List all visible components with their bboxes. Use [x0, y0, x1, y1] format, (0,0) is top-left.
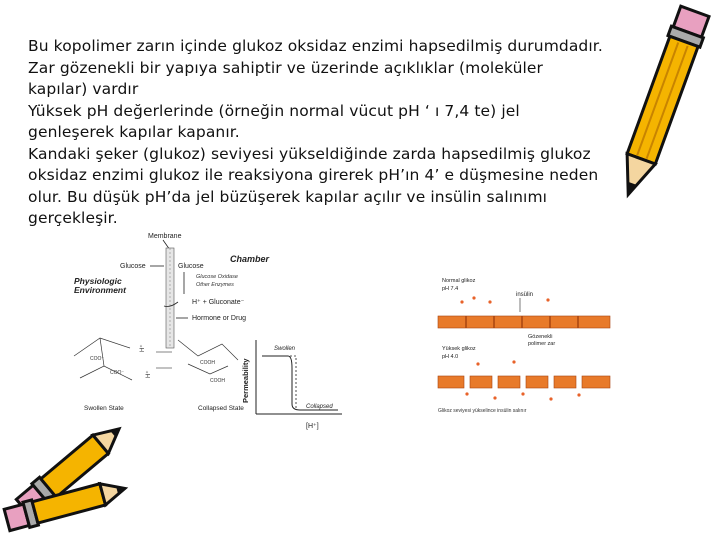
cooh-label-2: COOH [210, 378, 225, 384]
cooh-label-1: COOH [200, 360, 215, 366]
membrane-label: Membrane [148, 233, 182, 240]
permeability-axis-label: Permeability [241, 358, 250, 403]
environment-label-2: Environment [74, 285, 126, 295]
text-line: genleşerek kapılar kapanır. [28, 123, 240, 141]
glucose-left-label: Glucose [120, 263, 146, 270]
membrane-label-1: Gözenekli [528, 334, 553, 340]
environment-label-1: Physiologic [74, 276, 122, 286]
normal-glucose-label: Normal glikoz [442, 278, 476, 284]
coo-label-1: COO⁻ [90, 356, 105, 362]
collapsed-state-label: Collapsed State [198, 405, 244, 412]
gluconate-label: H⁺ + Gluconate⁻ [192, 299, 245, 306]
enzyme2-label: Other Enzymes [196, 282, 234, 288]
membrane-label-2: polimer zar [528, 341, 556, 347]
text-line: kapılar) vardır [28, 80, 139, 98]
glucose-right-label: Glucose [178, 263, 204, 270]
text-line: Bu kopolimer zarın içinde glukoz oksidaz enzimi hapsedilmiş durumdadır. [28, 37, 603, 55]
text-line: Zar gözenekli bir yapıya sahiptir ve üzerinde açıklıklar (moleküler [28, 58, 544, 77]
slide-body-text [28, 36, 638, 230]
text-line: Kandaki şeker (glukoz) seviyesi yükseldiğinde zarda hapsedilmiş glukoz [28, 144, 591, 163]
insulin-label: insülin [516, 292, 534, 298]
swollen-curve-label: Swollen [274, 346, 296, 352]
insulin-caption: Glikoz seviyesi yükselince insülin salınır [438, 408, 527, 414]
text-line: gerçekleşir. [28, 209, 118, 227]
enzyme1-label: Glucose Oxidase [196, 274, 238, 280]
membrane-mechanism-diagram [60, 228, 350, 438]
text-line: oksidaz enzimi glukoz ile reaksiyona girerek pH’ın 4’ e düşmesine neden [28, 166, 599, 184]
high-glucose-label: Yüksek glikoz [442, 346, 476, 352]
hplus-small-label-1: H⁺ [140, 344, 146, 352]
high-ph-label: pH 4.0 [442, 354, 459, 360]
coo-label-2: COO⁻ [110, 370, 125, 376]
hplus-small-label-2: H⁺ [146, 370, 152, 378]
normal-ph-label: pH 7.4 [442, 286, 459, 292]
insulin-release-diagram [428, 272, 628, 422]
text-line: olur. Bu düşük pH’da jel büzüşerek kapılar açılır ve insülin salınımı [28, 187, 548, 206]
hplus-axis-label: [H⁺] [306, 423, 319, 430]
text-line: Yüksek pH değerlerinde (örneğin normal vücut pH ‘ ı 7,4 te) jel [28, 101, 520, 120]
collapsed-curve-label: Collapsed [306, 404, 333, 410]
chamber-label: Chamber [230, 254, 270, 264]
swollen-state-label: Swollen State [84, 405, 124, 412]
hormone-label: Hormone or Drug [192, 315, 247, 322]
